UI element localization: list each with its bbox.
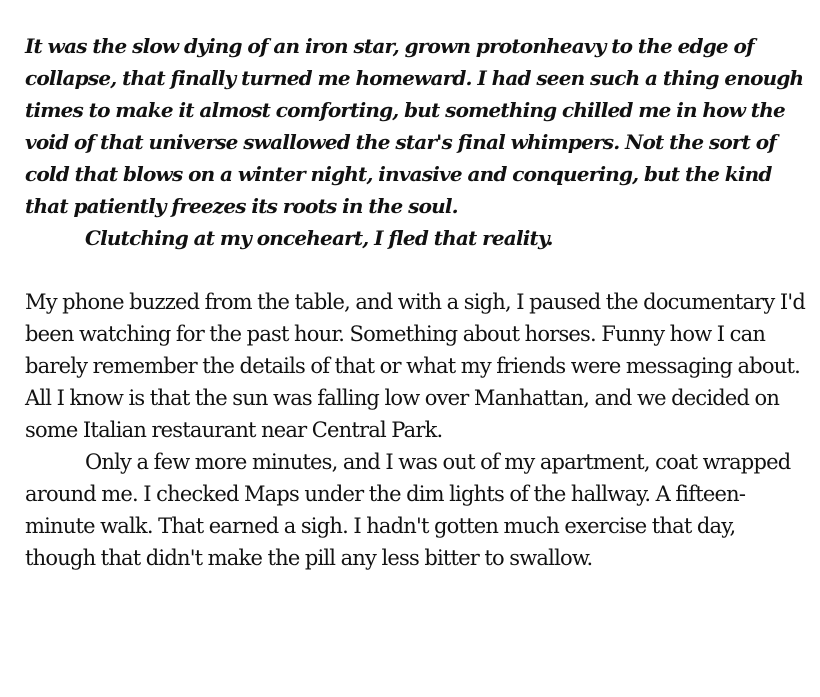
prologue-section — [25, 30, 810, 254]
body-paragraph-2: Only a few more minutes, and I was out of my apartment, coat wrapped around me. I checked Maps under the dim lights of the hallway. A fifteen-minute walk. That earned a sigh. I hadn't gotten much exercise that day, though that didn't make the pill any less bitter to swallow. — [25, 450, 791, 570]
body-section — [25, 286, 810, 574]
document-page — [25, 30, 810, 574]
prologue-paragraph-2: Clutching at my onceheart, I fled that reality. — [85, 226, 553, 250]
body-paragraph-1: My phone buzzed from the table, and with a sigh, I paused the documentary I'd been watching for the past hour. Something about horses. Funny how I can barely remember the details of that or what my friends were messaging about. All I know is that the sun was falling low over Manhattan, and we decided on some Italian restaurant near Central Park. — [25, 290, 805, 442]
prologue-paragraph-1: It was the slow dying of an iron star, grown protonheavy to the edge of collapse, that finally turned me homeward. I had seen such a thing enough times to make it almost comforting, but something chilled me in how the void of that universe swallowed the star's final whimpers. Not the sort of cold that blows on a winter night, invasive and conquering, but the kind that patiently freezes its roots in the soul. — [25, 34, 804, 218]
